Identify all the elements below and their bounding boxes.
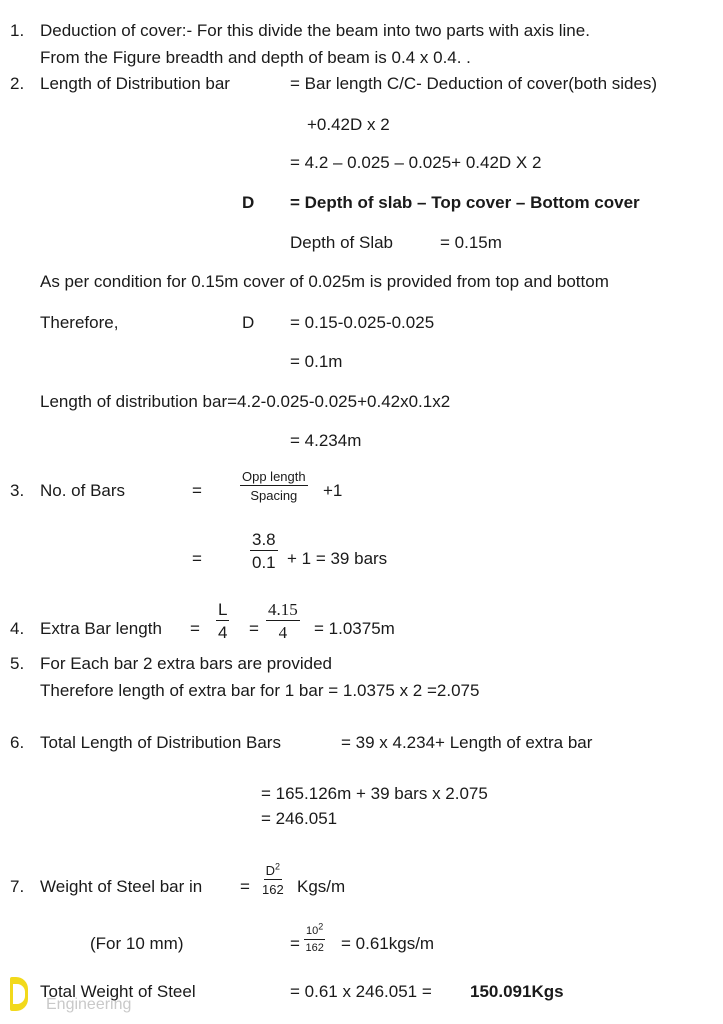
item-7-equals: =: [240, 877, 250, 896]
item-4-number: 4.: [10, 619, 25, 638]
weight-10mm-fraction: [304, 921, 325, 954]
item-6-equation-2: = 165.126m + 39 bars x 2.075: [261, 784, 488, 803]
fraction-numerator: 4.15: [268, 600, 298, 619]
extra-bar-value-fraction: [266, 601, 300, 641]
plus-one: +1: [323, 481, 343, 500]
fraction-numerator: $10^2$: [304, 926, 325, 940]
fraction-numerator: L: [218, 600, 228, 619]
d-symbol-2: D: [242, 313, 255, 332]
item-2-number: 2.: [10, 74, 25, 93]
item-7-equals-2: =: [290, 934, 300, 953]
fraction-denominator: Spacing: [250, 488, 298, 503]
distribution-length-calculation: Length of distribution bar=4.2-0.025-0.025+0.42x0.1x2: [40, 392, 451, 411]
d-symbol: D: [242, 193, 255, 212]
item-1-number: 1.: [10, 21, 25, 40]
item-3-equals-2: =: [192, 549, 202, 568]
therefore-label: Therefore,: [40, 313, 119, 332]
fraction-numerator: $D^2$: [265, 861, 281, 878]
fraction-numerator: 3.8: [252, 530, 276, 549]
item-3-number: 3.: [10, 481, 25, 500]
extra-bar-result: = 1.0375m: [314, 619, 395, 638]
item-4-equals-2: =: [249, 619, 259, 638]
item-2-label: Length of Distribution bar: [40, 74, 230, 93]
slab-depth-value: = 0.15m: [440, 233, 502, 252]
item-7-number: 7.: [10, 877, 25, 896]
fraction-denominator: 162: [305, 942, 324, 954]
item-5-line-2: Therefore length of extra bar for 1 bar = 1.0375 x 2 =2.075: [40, 681, 480, 700]
item-8-label: Total Weight of Steel: [40, 982, 196, 1001]
extra-bar-formula-fraction: [216, 601, 229, 641]
weight-10mm-result: = 0.61kgs/m: [341, 934, 435, 953]
d-calculation: = 0.15-0.025-0.025: [290, 313, 435, 332]
weight-formula-fraction: [262, 861, 284, 897]
distribution-length-result: = 4.234m: [290, 431, 362, 450]
bars-count-result: + 1 = 39 bars: [287, 549, 388, 568]
weight-unit: Kgs/m: [297, 877, 346, 896]
item-1-line-2: From the Figure breadth and depth of beam is 0.4 x 0.4. .: [40, 48, 471, 67]
watermark-text: Engineering: [46, 996, 132, 1013]
item-2-equation-1: = Bar length C/C- Deduction of cover(both sides): [290, 74, 658, 93]
d-result: = 0.1m: [290, 352, 343, 371]
fraction-denominator: 162: [262, 882, 284, 897]
fraction-denominator: 4: [278, 623, 288, 642]
item-1-line-1: Deduction of cover:- For this divide the beam into two parts with axis line.: [40, 21, 590, 40]
item-6-equation-3: = 246.051: [261, 809, 338, 828]
item-6-number: 6.: [10, 733, 25, 752]
fraction-denominator: 0.1: [252, 553, 276, 572]
item-5-line-1: For Each bar 2 extra bars are provided: [40, 654, 332, 673]
item-5-number: 5.: [10, 654, 25, 673]
item-3-label: No. of Bars: [40, 481, 126, 500]
total-weight-result: 150.091Kgs: [470, 982, 564, 1001]
diameter-label: (For 10 mm): [90, 934, 184, 953]
brand-logo-cutout: [13, 984, 25, 1004]
bars-value-fraction: [250, 531, 278, 571]
bars-formula-fraction: [240, 470, 308, 502]
item-6-equation-1: = 39 x 4.234+ Length of extra bar: [341, 733, 593, 752]
fraction-numerator: Opp length: [242, 469, 306, 484]
item-7-label: Weight of Steel bar in: [40, 877, 203, 896]
item-6-label: Total Length of Distribution Bars: [40, 733, 281, 752]
item-4-equals: =: [190, 619, 200, 638]
item-2-equation-2: +0.42D x 2: [307, 115, 390, 134]
item-2-equation-3: = 4.2 – 0.025 – 0.025+ 0.42D X 2: [290, 153, 542, 172]
slab-depth-label: Depth of Slab: [290, 233, 394, 252]
d-definition: = Depth of slab – Top cover – Bottom cover: [290, 193, 640, 212]
item-3-equals: =: [192, 481, 202, 500]
fraction-denominator: 4: [218, 623, 228, 642]
cover-condition: As per condition for 0.15m cover of 0.025m is provided from top and bottom: [40, 272, 609, 291]
item-8-equation: = 0.61 x 246.051 =: [290, 982, 432, 1001]
item-4-label: Extra Bar length: [40, 619, 162, 638]
